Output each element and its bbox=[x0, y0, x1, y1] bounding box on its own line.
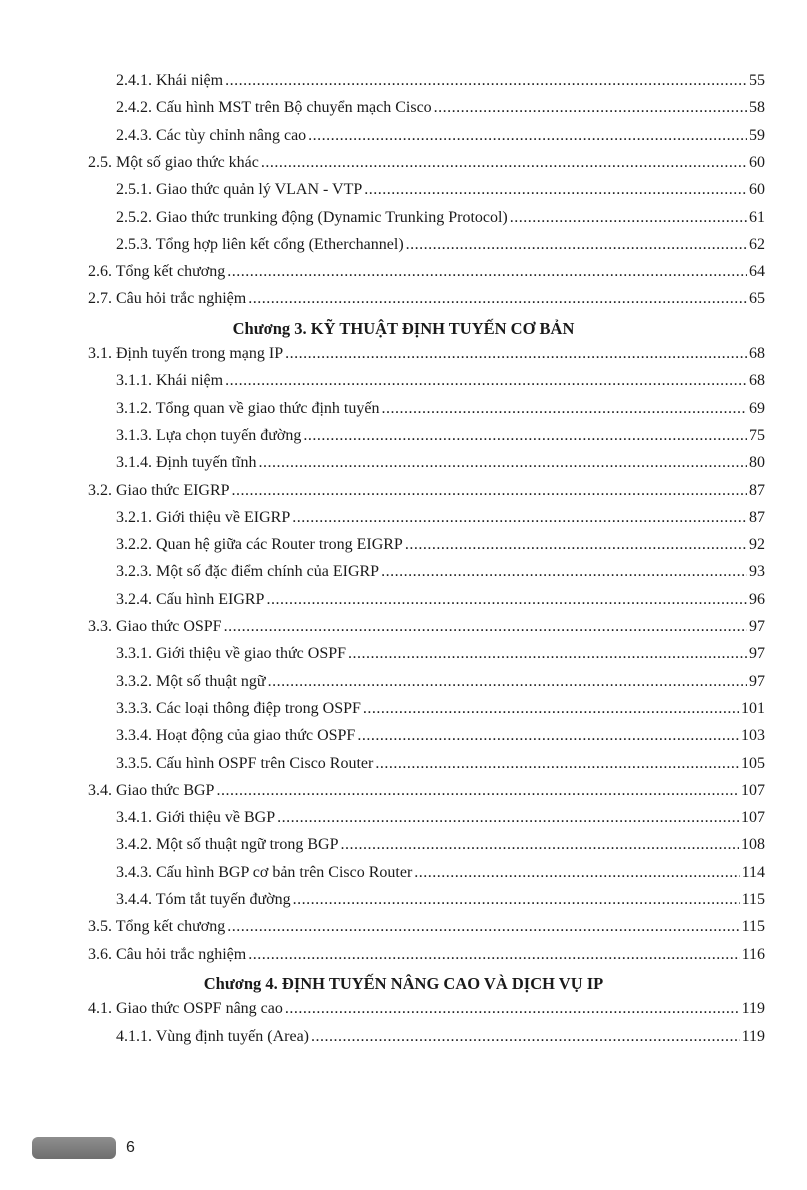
toc-entry[interactable] bbox=[116, 864, 765, 892]
toc-entry[interactable] bbox=[88, 918, 765, 946]
toc-entry-page: 115 bbox=[741, 918, 765, 936]
toc-entry[interactable] bbox=[116, 1028, 765, 1056]
toc-entry[interactable] bbox=[116, 400, 765, 428]
toc-entry[interactable] bbox=[116, 454, 765, 482]
toc-entry-title: 2.5.1. Giao thức quản lý VLAN - VTP bbox=[116, 181, 363, 199]
toc-entry-title: 3.1.2. Tổng quan về giao thức định tuyến bbox=[116, 399, 380, 417]
dot-leader bbox=[292, 509, 747, 527]
toc-entry-page: 55 bbox=[749, 72, 765, 89]
toc-entry-title: 3.4.2. Một số thuật ngữ trong BGP bbox=[116, 836, 339, 854]
dot-leader bbox=[303, 427, 747, 445]
toc-entry-page: 103 bbox=[741, 727, 765, 745]
toc-entry-page: 65 bbox=[749, 290, 765, 308]
toc-entry-page: 96 bbox=[749, 590, 765, 608]
dot-leader bbox=[248, 290, 747, 308]
toc-entry[interactable] bbox=[116, 700, 765, 728]
toc-entry-page: 105 bbox=[741, 754, 765, 772]
toc-entry-title: 2.5.2. Giao thức trunking động (Dynamic Trunking Protocol) bbox=[116, 208, 508, 226]
toc-entry-page: 87 bbox=[749, 481, 765, 499]
toc-entry-title: 3.4.1. Giới thiệu về BGP bbox=[116, 809, 276, 827]
dot-leader bbox=[225, 372, 747, 390]
dot-leader bbox=[285, 345, 747, 363]
toc-entry-page: 62 bbox=[749, 235, 765, 253]
dot-leader bbox=[363, 700, 739, 718]
toc-entry[interactable] bbox=[116, 645, 765, 673]
toc-entry-title: 3.4.4. Tóm tắt tuyến đường bbox=[116, 891, 291, 908]
dot-leader bbox=[266, 591, 747, 609]
toc-entry[interactable] bbox=[116, 372, 765, 400]
toc-entry[interactable] bbox=[88, 482, 765, 510]
dot-leader bbox=[414, 864, 739, 882]
toc-entry[interactable] bbox=[116, 891, 765, 919]
toc-entry[interactable] bbox=[88, 290, 765, 318]
toc-entry[interactable] bbox=[88, 618, 765, 646]
toc-entry[interactable] bbox=[88, 946, 765, 974]
toc-entry[interactable] bbox=[116, 127, 765, 155]
chapter-heading: Chương 4. ĐỊNH TUYẾN NÂNG CAO VÀ DỊCH VỤ IP bbox=[203, 973, 604, 993]
toc-entry[interactable] bbox=[88, 263, 765, 291]
toc-entry-title: 2.4.1. Khái niệm bbox=[116, 72, 224, 89]
dot-leader bbox=[227, 263, 747, 281]
toc-entry-page: 58 bbox=[749, 99, 765, 117]
toc-entry[interactable] bbox=[116, 836, 765, 864]
toc-entry-page: 119 bbox=[741, 1027, 765, 1045]
toc-entry-title: 2.4.3. Các tùy chỉnh nâng cao bbox=[116, 126, 307, 144]
toc-entry-page: 107 bbox=[741, 809, 765, 827]
toc-entry-title: 3.4. Giao thức BGP bbox=[88, 781, 215, 799]
toc-entry-title: 3.1. Định tuyến trong mạng IP bbox=[88, 345, 284, 362]
dot-leader bbox=[232, 482, 747, 500]
toc-entry[interactable] bbox=[116, 427, 765, 455]
toc-entry[interactable] bbox=[116, 727, 765, 755]
toc-entry-page: 97 bbox=[749, 618, 765, 635]
dot-leader bbox=[405, 536, 747, 554]
toc-entry-page: 75 bbox=[749, 426, 765, 444]
dot-leader bbox=[248, 946, 739, 964]
dot-leader bbox=[375, 755, 739, 773]
toc-entry-page: 92 bbox=[749, 536, 765, 554]
toc-entry[interactable] bbox=[88, 1000, 765, 1028]
toc-entry-page: 119 bbox=[741, 1000, 765, 1018]
toc-entry-title: 3.2.1. Giới thiệu về EIGRP bbox=[116, 508, 291, 526]
toc-entry-title: 3.6. Câu hỏi trắc nghiệm bbox=[88, 945, 247, 963]
dot-leader bbox=[340, 836, 739, 854]
toc-entry[interactable] bbox=[116, 72, 765, 100]
toc-entry[interactable] bbox=[116, 563, 765, 591]
toc-entry[interactable] bbox=[116, 236, 765, 264]
toc-entry-title: 2.7. Câu hỏi trắc nghiệm bbox=[88, 290, 247, 308]
dot-leader bbox=[357, 727, 739, 745]
toc-entry[interactable] bbox=[88, 154, 765, 182]
dot-leader bbox=[434, 99, 747, 117]
toc-entry-page: 68 bbox=[749, 372, 765, 390]
toc-entry[interactable] bbox=[116, 209, 765, 237]
toc-entry-title: 3.1.4. Định tuyến tĩnh bbox=[116, 454, 257, 472]
toc-entry[interactable] bbox=[116, 99, 765, 127]
toc-entry[interactable] bbox=[116, 591, 765, 619]
dot-leader bbox=[268, 673, 747, 691]
dot-leader bbox=[277, 809, 739, 827]
dot-leader bbox=[261, 154, 747, 172]
toc-entry[interactable] bbox=[116, 536, 765, 564]
toc-entry-page: 87 bbox=[749, 508, 765, 526]
toc-entry-title: 3.3.4. Hoạt động của giao thức OSPF bbox=[116, 727, 356, 745]
page-footer bbox=[32, 1135, 135, 1161]
toc-entry[interactable] bbox=[88, 345, 765, 373]
toc-entry-title: 4.1. Giao thức OSPF nâng cao bbox=[88, 1000, 283, 1018]
toc-entry-page: 60 bbox=[749, 181, 765, 199]
toc-entry-title: 3.2.2. Quan hệ giữa các Router trong EIGRP bbox=[116, 536, 403, 554]
dot-leader bbox=[311, 1028, 740, 1046]
toc-entry-title: 3.2.4. Cấu hình EIGRP bbox=[116, 590, 265, 608]
toc-entry-title: 4.1.1. Vùng định tuyến (Area) bbox=[116, 1027, 309, 1045]
dot-leader bbox=[381, 563, 747, 581]
toc-entry-page: 114 bbox=[741, 863, 765, 881]
toc-entry[interactable] bbox=[116, 509, 765, 537]
dot-leader bbox=[225, 72, 747, 90]
dot-leader bbox=[285, 1000, 740, 1018]
toc-entry-title: 2.5. Một số giao thức khác bbox=[88, 153, 259, 171]
toc-entry[interactable] bbox=[116, 181, 765, 209]
dot-leader bbox=[364, 181, 747, 199]
toc-entry-page: 68 bbox=[749, 345, 765, 362]
toc-entry-page: 61 bbox=[749, 208, 765, 226]
dot-leader bbox=[224, 618, 747, 636]
toc-entry-page: 80 bbox=[749, 454, 765, 472]
dot-leader bbox=[510, 209, 747, 227]
toc-entry-page: 59 bbox=[749, 126, 765, 144]
toc-entry-page: 115 bbox=[741, 891, 765, 908]
toc-entry-title: 3.3. Giao thức OSPF bbox=[88, 618, 222, 635]
toc-entry-title: 3.5. Tổng kết chương bbox=[88, 918, 226, 936]
dot-leader bbox=[227, 918, 739, 936]
toc-entry[interactable] bbox=[116, 755, 765, 783]
dot-leader bbox=[216, 782, 739, 800]
toc-entry[interactable] bbox=[88, 782, 765, 810]
toc-entry-title: 3.1.1. Khái niệm bbox=[116, 372, 224, 390]
toc-entry-title: 2.5.3. Tổng hợp liên kết cổng (Etherchannel) bbox=[116, 235, 404, 253]
dot-leader bbox=[406, 236, 747, 254]
toc-entry-title: 2.4.2. Cấu hình MST trên Bộ chuyển mạch Cisco bbox=[116, 99, 432, 117]
toc-entry-title: 3.2. Giao thức EIGRP bbox=[88, 481, 230, 499]
footer-decoration-bar bbox=[32, 1137, 116, 1159]
toc-entry-title: 2.6. Tổng kết chương bbox=[88, 263, 226, 281]
dot-leader bbox=[381, 400, 747, 418]
page-number: 6 bbox=[126, 1139, 135, 1156]
toc-entry-page: 107 bbox=[741, 781, 765, 799]
dot-leader bbox=[293, 891, 740, 909]
toc-entry-title: 3.3.3. Các loại thông điệp trong OSPF bbox=[116, 699, 361, 717]
toc-entry-page: 69 bbox=[749, 399, 765, 417]
toc-entry-title: 3.4.3. Cấu hình BGP cơ bản trên Cisco Router bbox=[116, 863, 413, 881]
toc-entry-title: 3.2.3. Một số đặc điểm chính của EIGRP bbox=[116, 563, 380, 581]
toc-entry-page: 60 bbox=[749, 153, 765, 171]
toc-entry-page: 116 bbox=[741, 945, 765, 963]
toc-entry-title: 3.1.3. Lựa chọn tuyến đường bbox=[116, 426, 302, 444]
toc-entry-page: 108 bbox=[741, 836, 765, 854]
toc-entry-title: 3.3.2. Một số thuật ngữ bbox=[116, 672, 266, 690]
toc-entry-title: 3.3.5. Cấu hình OSPF trên Cisco Router bbox=[116, 754, 374, 772]
toc-entry-page: 64 bbox=[749, 263, 765, 281]
toc-entry-title: 3.3.1. Giới thiệu về giao thức OSPF bbox=[116, 645, 347, 663]
dot-leader bbox=[348, 645, 747, 663]
toc-entry[interactable] bbox=[116, 809, 765, 837]
toc-entry-page: 93 bbox=[749, 563, 765, 581]
toc-entry[interactable] bbox=[116, 673, 765, 701]
chapter-heading: Chương 3. KỸ THUẬT ĐỊNH TUYẾN CƠ BẢN bbox=[232, 318, 575, 338]
toc-entry-page: 97 bbox=[749, 645, 765, 663]
dot-leader bbox=[258, 454, 747, 472]
dot-leader bbox=[308, 127, 747, 145]
toc-entry-page: 101 bbox=[741, 699, 765, 717]
toc-entry-page: 97 bbox=[749, 672, 765, 690]
